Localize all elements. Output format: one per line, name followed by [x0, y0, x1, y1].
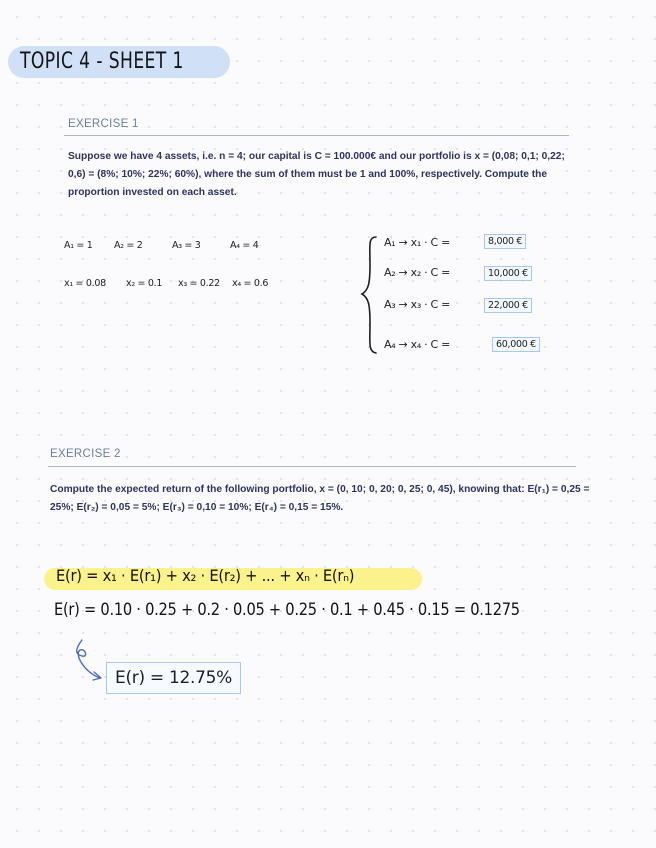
- expected-return-formula: E(r) = x₁ · E(r₁) + x₂ · E(r₂) + ... + xₙ · E(rₙ): [56, 566, 355, 585]
- asset-label: A₄ = 4: [230, 240, 259, 251]
- allocation-value-box: 60,000 €: [492, 337, 540, 352]
- exercise1-heading: EXERCISE 1: [68, 118, 139, 130]
- exercise2-heading: EXERCISE 2: [50, 448, 121, 460]
- allocation-equation: A₁ → x₁ · C =: [384, 236, 451, 249]
- weight-label: x₄ = 0.6: [232, 278, 269, 289]
- exercise2-divider: [48, 466, 576, 467]
- curly-brace-icon: [358, 234, 380, 356]
- result-box: E(r) = 12.75%: [106, 662, 241, 694]
- asset-label: A₁ = 1: [64, 240, 93, 251]
- allocation-value-box: 8,000 €: [484, 234, 526, 249]
- asset-label: A₃ = 3: [172, 240, 201, 251]
- allocation-equation: A₄ → x₄ · C =: [384, 338, 451, 351]
- exercise1-divider: [64, 135, 569, 136]
- allocation-equation: A₃ → x₃ · C =: [384, 298, 451, 311]
- allocation-value-box: 10,000 €: [484, 266, 532, 281]
- weight-label: x₃ = 0.22: [178, 278, 220, 289]
- allocation-equation: A₂ → x₂ · C =: [384, 266, 451, 279]
- expected-return-calculation: E(r) = 0.10 · 0.25 + 0.2 · 0.05 + 0.25 · 0.1 + 0.45 · 0.15 = 0.1275: [54, 600, 520, 620]
- exercise1-statement: Suppose we have 4 assets, i.e. n = 4; our capital is C = 100.000€ and our portfolio is x = (0,08; 0,1; 0,22; 0,6) = (8%; 10%; 22%; 60%), where the sum of them must be 1 and 100%, respectively. Compute the proportion invested on each asset.: [68, 151, 565, 198]
- exercise2-statement: Compute the expected return of the following portfolio, x = (0, 10; 0, 20; 0, 25; 0, 45), knowing that: E(r₁) = 0,25 = 25%; E(r₂) = 0,05 = 5%; E(r₃) = 0,10 = 10%; E(r₄) = 0,15 = 15%.: [50, 484, 590, 513]
- asset-label: A₂ = 2: [114, 240, 143, 251]
- page-title: TOPIC 4 - SHEET 1: [20, 49, 184, 74]
- weight-label: x₂ = 0.1: [126, 278, 163, 289]
- allocation-value-box: 22,000 €: [484, 298, 532, 313]
- weight-label: x₁ = 0.08: [64, 278, 106, 289]
- curved-arrow-icon: [70, 638, 110, 684]
